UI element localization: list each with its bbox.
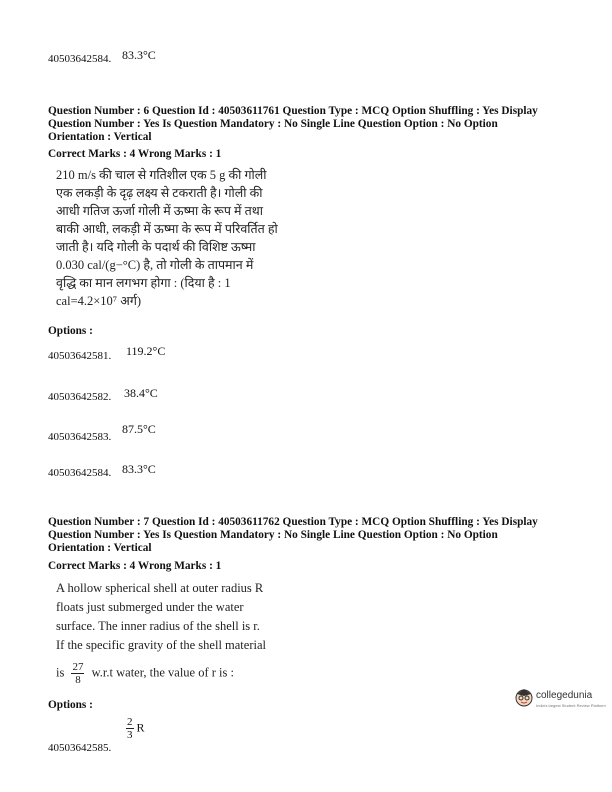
header-line: Question Number : Yes Is Question Mandatory : No Single Line Question Option : No Option	[48, 118, 498, 130]
header-line: Question Number : 6 Question Id : 40503611761 Question Type : MCQ Option Shuffling : Yes Display	[48, 105, 538, 117]
body-line: जाती है। यदि गोली के पदार्थ की विशिष्ट ऊष्मा	[56, 240, 256, 254]
header-line: Question Number : 7 Question Id : 40503611762 Question Type : MCQ Option Shuffling : Yes Display	[48, 516, 538, 528]
question-6-body	[56, 166, 301, 310]
collegedunia-logo	[514, 686, 606, 712]
option-value	[126, 716, 145, 741]
body-line: 0.030 cal/(g−°C) है, तो गोली के तापमान में	[56, 258, 254, 272]
body-line: If the specific gravity of the shell material	[56, 638, 266, 652]
logo-tagline: India's largest Student Review Platform	[536, 703, 606, 708]
body-line: surface. The inner radius of the shell is r.	[56, 619, 260, 633]
question-6-header	[48, 105, 588, 144]
option-value: 87.5°C	[122, 422, 156, 436]
fraction-numerator: 27	[72, 661, 84, 673]
question-6-options-label: Options :	[48, 325, 93, 337]
question-7-marks: Correct Marks : 4 Wrong Marks : 1	[48, 560, 222, 572]
body-line: floats just submerged under the water	[56, 600, 244, 614]
option-number: 40503642582.	[48, 391, 112, 403]
fraction-numerator: 2	[127, 716, 133, 728]
option-suffix: R	[136, 720, 145, 735]
body-line: एक लकड़ी के दृढ़ लक्ष्य से टकराती है। गोली की	[56, 186, 263, 200]
body-line: वृद्धि का मान लगभग होगा : (दिया है : 1	[56, 276, 231, 290]
body-line: cal=4.2×10⁷ अर्ग)	[56, 294, 142, 308]
fraction-denominator: 3	[127, 729, 133, 741]
fraction-denominator: 8	[75, 674, 81, 686]
body-line: A hollow spherical shell at outer radius R	[56, 581, 264, 595]
option-number: 40503642585.	[48, 742, 112, 754]
body-suffix: w.r.t water, the value of r is :	[91, 665, 234, 680]
body-line-with-fraction	[56, 661, 301, 686]
body-line: बाकी आधी, लकड़ी में ऊष्मा के रूप में परिवर्तित हो	[56, 222, 278, 236]
header-line: Question Number : Yes Is Question Mandatory : No Single Line Question Option : No Option	[48, 529, 498, 541]
header-line: Orientation : Vertical	[48, 131, 152, 143]
question-6-marks: Correct Marks : 4 Wrong Marks : 1	[48, 148, 222, 160]
question-7-body	[56, 579, 301, 686]
option-value: 38.4°C	[124, 386, 158, 400]
question-7-header	[48, 516, 588, 555]
option-value: 83.3°C	[122, 462, 156, 476]
fraction	[71, 661, 84, 686]
body-line: आधी गतिज ऊर्जा गोली में ऊष्मा के रूप में तथा	[56, 204, 264, 218]
header-line: Orientation : Vertical	[48, 542, 152, 554]
option-value: 83.3°C	[122, 48, 156, 62]
option-number: 40503642583.	[48, 431, 112, 443]
option-value: 119.2°C	[126, 344, 166, 358]
option-number: 40503642581.	[48, 350, 112, 362]
logo-mascot-icon	[514, 686, 534, 708]
fraction	[126, 716, 134, 741]
body-line: 210 m/s की चाल से गतिशील एक 5 g की गोली	[56, 168, 267, 182]
option-number: 40503642584.	[48, 467, 112, 479]
logo-text: collegedunia	[536, 690, 593, 701]
body-prefix: is	[56, 665, 65, 680]
question-7-options-label: Options :	[48, 699, 93, 711]
option-number: 40503642584.	[48, 53, 112, 65]
